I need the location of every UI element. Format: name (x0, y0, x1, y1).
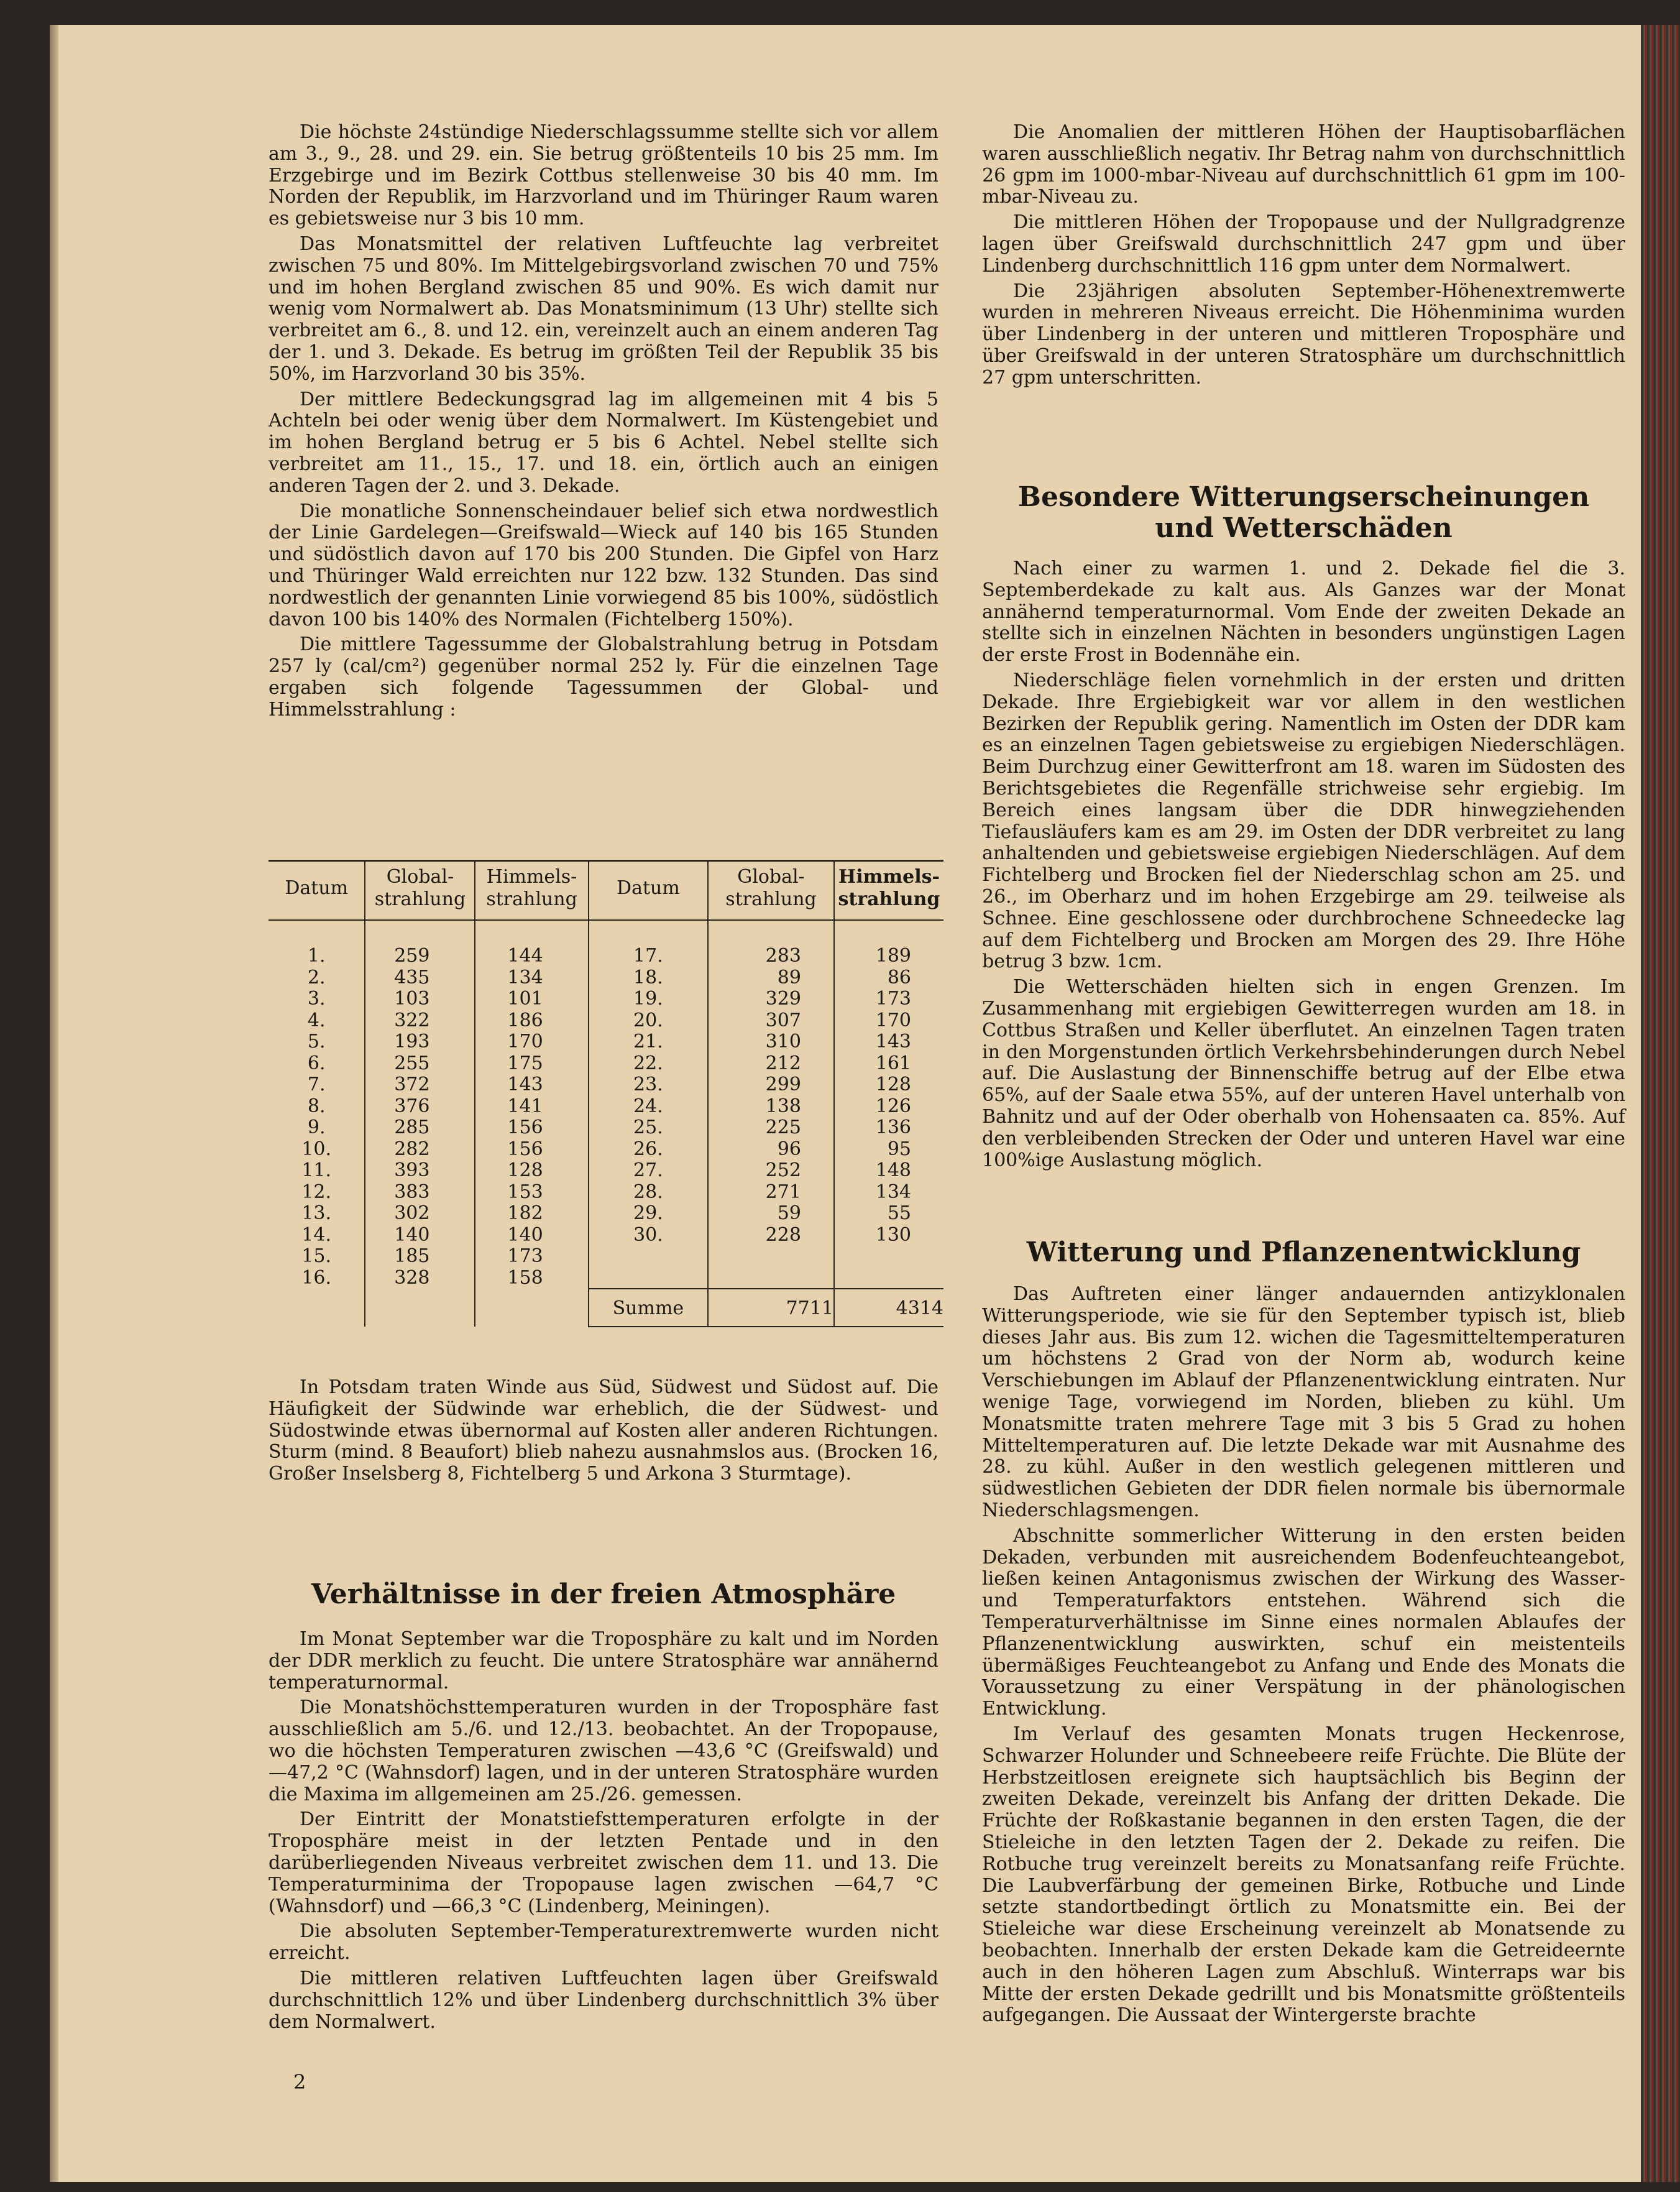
table-cell: 143 (834, 1031, 943, 1053)
col-header: Global-strahlung (708, 861, 834, 920)
table-cell: 255 (365, 1053, 475, 1075)
table-cell: 16. (301, 1266, 332, 1289)
sum-cell: Summe (589, 1289, 708, 1327)
heading-text: Verhältnisse in der freien Atmosphäre (311, 1578, 896, 1610)
table-cell: 148 (834, 1160, 943, 1182)
table-cell: 170 (475, 1031, 588, 1053)
table-cell: 259 (365, 920, 475, 967)
table-cell: 156 (475, 1117, 588, 1139)
table-cell: 225 (708, 1117, 834, 1139)
table-row (269, 1182, 943, 1204)
table-row (269, 1010, 943, 1032)
table-cell: 9. (307, 1117, 326, 1138)
table-cell: 101 (475, 988, 588, 1010)
paragraph: Die mittleren relativen Luftfeuchten lagen über Greifswald durchschnittlich 12% und über Lindenberg durchschnittlich 3% über dem Normalwert. (269, 1967, 939, 2033)
table-cell: 156 (475, 1139, 588, 1161)
paragraph: Das Monatsmittel der relativen Luftfeuchte lag verbreitet zwischen 75 und 80%. Im Mittelgebirgsvorland zwischen 70 und 75% und im hohen Bergland zwischen 85 und 90%. Es wich damit nur wenig vom Normalwert ab. Das Monatsminimum (13 Uhr) stellte sich verbreitet am 6., 8. und 12. ein, vereinzelt auch an einem anderen Tag der 1. und 3. Dekade. Es betrug im größten Teil der Republik 35 bis 50%, im Harzvorland 30 bis 35%. (269, 233, 939, 385)
table-cell: 310 (708, 1031, 834, 1053)
table-cell: 6. (307, 1052, 326, 1074)
table-cell: 189 (834, 920, 943, 967)
paragraph: Der Eintritt der Monatstiefsttemperaturen erfolgte in der Troposphäre meist in der letzten Pentade und in den darüberliegenden Niveaus verbreitet zwischen dem 11. und 13. Die Temperaturminima der Tropopause lagen zwischen —64,7 °C (Wahnsdorf) und —66,3 °C (Lindenberg, Meiningen). (269, 1808, 939, 1917)
table-cell: 173 (475, 1246, 588, 1268)
sum-row (269, 1289, 943, 1327)
table-cell (475, 1289, 588, 1327)
right-column-top (982, 122, 1625, 393)
table-row (269, 967, 943, 989)
table-row (269, 1225, 943, 1246)
paragraph: Die absoluten September-Temperaturextremwerte wurden nicht erreicht. (269, 1920, 939, 1964)
table-cell: 134 (834, 1182, 943, 1204)
table-cell (834, 1268, 943, 1289)
table-cell: 59 (708, 1203, 834, 1225)
table-cell (708, 1268, 834, 1289)
heading-text: Besondere Witterungserscheinungen (1017, 481, 1590, 513)
table-cell: 55 (834, 1203, 943, 1225)
table-cell: 19. (589, 988, 708, 1010)
table-cell (589, 1246, 708, 1268)
col-header: Himmels-strahlung (834, 861, 943, 920)
table-cell: 435 (365, 967, 475, 989)
paragraph: Die Wetterschäden hielten sich in engen Grenzen. Im Zusammenhang mit ergiebigen Gewitterregen wurden am 18. in Cottbus Straßen und Keller überflutet. An einzelnen Tagen traten in den Morgenstunden örtlich Verkehrsbehinderungen durch Nebel auf. Die Auslastung der Binnenschiffe betrug auf der Elbe etwa 65%, auf der Saale etwa 55%, auf der unteren Havel unterhalb von Bahnitz und auf der Oder oberhalb von Hohensaaten ca. 85%. Auf den verbleibenden Strecken der Oder und unteren Havel war eine 100%ige Auslastung möglich. (982, 976, 1625, 1171)
paragraph: Im Verlauf des gesamten Monats trugen Heckenrose, Schwarzer Holunder und Schneebeere reife Früchte. Die Blüte der Herbstzeitlosen ereignete sich hauptsächlich bis Beginn der zweiten Dekade, vereinzelt bis Anfang der dritten Dekade. Die Früchte der Roßkastanie begannen in den ersten Tagen, die der Stieleiche in den letzten Tagen der 2. Dekade zu reifen. Die Rotbuche trug vereinzelt bereits zu Monatsanfang reife Früchte. Die Laubverfärbung der gemeinen Birke, Rotbuche und Linde setzte standortbedingt örtlich zu Monatsmitte ein. Bei der Stieleiche war diese Erscheinung vereinzelt ab Monatsende zu beobachten. Innerhalb der ersten Dekade kam die Getreideernte auch in den höheren Lagen zum Abschluß. Winterraps war bis Mitte der ersten Dekade gedrillt und bis Monatsmitte größtenteils aufgegangen. Die Aussaat der Wintergerste brachte (982, 1723, 1625, 2027)
table-cell: 138 (708, 1096, 834, 1118)
book-edge (1641, 25, 1680, 2182)
table-cell: 8. (307, 1095, 326, 1117)
table-cell: 30. (589, 1225, 708, 1246)
paragraph: Die 23jährigen absoluten September-Höhenextremwerte wurden in mehreren Niveaus erreicht. Die Höhenminima wurden über Lindenberg in der unteren und mittleren Troposphäre und über Greifswald in der unteren Stratosphäre um durchschnittlich 27 gpm unterschritten. (982, 280, 1625, 389)
table-cell: 95 (834, 1139, 943, 1161)
paragraph: Die Monatshöchsttemperaturen wurden in der Troposphäre fast ausschließlich am 5./6. und 12./13. beobachtet. An der Tropopause, wo die höchsten Temperaturen zwischen —43,6 °C (Greifswald) und —47,2 °C (Wahnsdorf) lagen, und in der unteren Stratosphäre wurden die Maxima im allgemeinen am 25./26. gemessen. (269, 1697, 939, 1805)
right-column-weather (982, 558, 1625, 1175)
table-cell: 393 (365, 1160, 475, 1182)
table-cell: 4. (307, 1009, 326, 1031)
paragraph: Die höchste 24stündige Niederschlagssumme stellte sich vor allem am 3., 9., 28. und 29. ein. Sie betrug größtenteils 10 bis 25 mm. Im Erzgebirge und im Bezirk Cottbus stellenweise 30 bis 40 mm. Im Norden der Republik, im Harzvorland und im Thüringer Raum waren es gebietsweise nur 3 bis 10 mm. (269, 121, 939, 230)
table-cell: 15. (301, 1245, 332, 1267)
right-column-plants (982, 1284, 1625, 2030)
sum-cell: 4314 (834, 1289, 943, 1327)
table-cell: 96 (708, 1139, 834, 1161)
table-cell: 26. (589, 1139, 708, 1161)
table-row (269, 1268, 943, 1289)
table-cell: 322 (365, 1010, 475, 1032)
table-cell: 103 (365, 988, 475, 1010)
col-header: Himmels-strahlung (475, 861, 588, 920)
left-column-bottom (269, 1377, 939, 1489)
table-cell: 285 (365, 1117, 475, 1139)
table-cell: 14. (301, 1223, 332, 1246)
table-cell: 186 (475, 1010, 588, 1032)
table-row (269, 1053, 943, 1075)
table-cell: 24. (589, 1096, 708, 1118)
table-cell: 136 (834, 1117, 943, 1139)
table-cell: 3. (307, 988, 326, 1010)
table-cell: 182 (475, 1203, 588, 1225)
paragraph: Niederschläge fielen vornehmlich in der ersten und dritten Dekade. Ihre Ergiebigkeit war vor allem in den westlichen Bezirken der Republik gering. Namentlich im Osten der DDR kam es an einzelnen Tagen gebietsweise zu ergiebigen Niederschlägen. Beim Durchzug einer Gewitterfront am 18. waren im Südosten des Berichtsgebietes die Regenfälle strichweise sehr ergiebig. Im Bereich eines langsam über die DDR hinwegziehenden Tiefausläufers kam es am 29. im Osten der DDR verbreitet zu lang anhaltenden und gebietsweise ergiebigen Niederschlägen. Auf dem Fichtelberg und Brocken fiel der Niederschlag schon am 25. und 26., im Oberharz und im hohen Erzgebirge am 29. teilweise als Schnee. Eine geschlossene oder durchbrochene Schneedecke lag auf dem Fichtelberg und Brocken am Morgen des 29. Ihre Höhe betrug 3 bzw. 1cm. (982, 669, 1625, 973)
table-cell: 158 (475, 1268, 588, 1289)
table-cell: 13. (301, 1202, 332, 1224)
heading-text: und Wetterschäden (1155, 512, 1453, 544)
table-cell: 17. (589, 920, 708, 967)
table-cell: 153 (475, 1182, 588, 1204)
paragraph: Im Monat September war die Troposphäre zu kalt und im Norden der DDR merklich zu feucht. Die untere Stratosphäre war annähernd temperaturnormal. (269, 1628, 939, 1693)
table-cell: 12. (301, 1181, 332, 1203)
paragraph: Nach einer zu warmen 1. und 2. Dekade fiel die 3. Septemberdekade zu kalt aus. Als Ganzes war der Monat annähernd temperaturnormal. Vom Ende der zweiten Dekade an stellte sich in einzelnen Nächten in besonders ungünstigen Lagen der erste Frost in Bodennähe ein. (982, 558, 1625, 666)
table-cell: 212 (708, 1053, 834, 1075)
left-column-top (269, 122, 939, 725)
table-row (269, 1074, 943, 1096)
table-cell: 134 (475, 967, 588, 989)
table-cell: 140 (475, 1225, 588, 1246)
table-cell: 22. (589, 1053, 708, 1075)
table-cell (269, 1289, 365, 1327)
table-row (269, 1096, 943, 1118)
table-cell: 193 (365, 1031, 475, 1053)
page-number: 2 (293, 2070, 306, 2094)
table-row (269, 1246, 943, 1268)
paragraph: Abschnitte sommerlicher Witterung in den ersten beiden Dekaden, verbunden mit ausreichendem Bodenfeuchteangebot, ließen keinen Antagonismus zwischen der Wirkung des Wasser- und Temperaturfaktors entstehen. Während sich die Temperaturverhältnisse im Sinne eines normalen Ablaufes der Pflanzenentwicklung auswirkten, schuf ein meistenteils übermäßiges Feuchteangebot zu Anfang und Ende des Monats die Voraussetzung zu einer Verspätung in der phänologischen Entwicklung. (982, 1524, 1625, 1720)
table-cell: 185 (365, 1246, 475, 1268)
sum-cell: 7711 (708, 1289, 834, 1327)
table-row (269, 988, 943, 1010)
table-cell: 170 (834, 1010, 943, 1032)
table-cell: 161 (834, 1053, 943, 1075)
table-cell: 128 (475, 1160, 588, 1182)
table-cell: 10. (301, 1138, 332, 1160)
paragraph: Die monatliche Sonnenscheindauer belief sich etwa nordwestlich der Linie Gardelegen—Greifswald—Wieck auf 140 bis 165 Stunden und südöstlich davon auf 170 bis 200 Stunden. Die Gipfel von Harz und Thüringer Wald erreichten nur 122 bzw. 132 Stunden. Das sind nordwestlich der genannten Linie vorwiegend 85 bis 100%, südöstlich davon 100 bis 140% des Normalen (Fichtelberg 150%). (269, 500, 939, 630)
table-cell: 126 (834, 1096, 943, 1118)
col-header: Datum (589, 861, 708, 920)
table-cell: 144 (475, 920, 588, 967)
paragraph: Der mittlere Bedeckungsgrad lag im allgemeinen mit 4 bis 5 Achteln bei oder wenig über dem Normalwert. Im Küstengebiet und im hohen Bergland betrug er 5 bis 6 Achtel. Nebel stellte sich verbreitet am 11., 15., 17. und 18. ein, örtlich auch an einigen anderen Tagen der 2. und 3. Dekade. (269, 388, 939, 497)
table-cell: 175 (475, 1053, 588, 1075)
paragraph: Die mittlere Tagessumme der Globalstrahlung betrug in Potsdam 257 ly (cal/cm²) gegenüber normal 252 ly. Für die einzelnen Tage ergaben sich folgende Tagessummen der Global- und Himmelsstrahlung : (269, 633, 939, 721)
left-column-atmosphere (269, 1629, 939, 2037)
table-cell: 307 (708, 1010, 834, 1032)
section-heading (982, 482, 1625, 544)
table-body (269, 920, 943, 1327)
table-cell: 28. (589, 1182, 708, 1204)
paragraph: In Potsdam traten Winde aus Süd, Südwest und Südost auf. Die Häufigkeit der Südwinde war erheblich, die der Südwest- und Südostwinde etwas übernormal auf Kosten aller anderen Richtungen. Sturm (mind. 8 Beaufort) blieb nahezu ausnahmslos aus. (Brocken 16, Großer Inselsberg 8, Fichtelberg 5 und Arkona 3 Sturmtage). (269, 1376, 939, 1485)
table-cell: 1. (307, 945, 326, 967)
paragraph: Das Auftreten einer länger andauernden antizyklonalen Witterungsperiode, wie sie für den September typisch ist, blieb dieses Jahr aus. Bis zum 12. wichen die Tagesmitteltemperaturen um höchstens 2 Grad von der Norm ab, wodurch keine Verschiebungen im Ablauf der Pflanzenentwicklung eintraten. Nur wenige Tage, vorwiegend im Norden, blieben zu kühl. Um Monatsmitte traten mehrere Tage mit 3 bis 5 Grad zu hohen Mitteltemperaturen auf. Die letzte Dekade war mit Ausnahme des 28. zu kühl. Außer in den westlich gelegenen mittleren und südwestlichen Gebieten der DDR fielen normale bis übernormale Niederschlagsmengen. (982, 1283, 1625, 1521)
table-cell: 141 (475, 1096, 588, 1118)
table-cell: 252 (708, 1160, 834, 1182)
paragraph: Die mittleren Höhen der Tropopause und der Nullgradgrenze lagen über Greifswald durchschnittlich 247 gpm und über Lindenberg durchschnittlich 116 gpm unter dem Normalwert. (982, 211, 1625, 277)
table-cell: 11. (301, 1159, 332, 1181)
table-cell: 29. (589, 1203, 708, 1225)
table-row (269, 1117, 943, 1139)
table-cell: 18. (589, 967, 708, 989)
table-cell: 383 (365, 1182, 475, 1204)
table-row (269, 1160, 943, 1182)
table-cell: 271 (708, 1182, 834, 1204)
table-cell: 130 (834, 1225, 943, 1246)
table-cell (708, 1246, 834, 1268)
table-cell: 20. (589, 1010, 708, 1032)
table-cell: 25. (589, 1117, 708, 1139)
table-cell: 282 (365, 1139, 475, 1161)
table-cell: 89 (708, 967, 834, 989)
col-header: Datum (269, 861, 365, 920)
table-cell (365, 1289, 475, 1327)
table-cell (834, 1246, 943, 1268)
table-cell: 21. (589, 1031, 708, 1053)
table-cell: 5. (307, 1031, 326, 1052)
table-cell: 2. (307, 966, 326, 988)
table-row (269, 1031, 943, 1053)
table-cell (589, 1268, 708, 1289)
table-row (269, 920, 943, 967)
table-cell: 228 (708, 1225, 834, 1246)
table-cell: 302 (365, 1203, 475, 1225)
heading-text: Witterung und Pflanzenentwicklung (1026, 1236, 1581, 1268)
table-cell: 143 (475, 1074, 588, 1096)
table-cell: 376 (365, 1096, 475, 1118)
radiation-table (269, 861, 943, 1327)
table-row (269, 1139, 943, 1161)
table-cell: 283 (708, 920, 834, 967)
paragraph: Die Anomalien der mittleren Höhen der Hauptisobarflächen waren ausschließlich negativ. Ihr Betrag nahm von durchschnittlich 26 gpm im 1000-mbar-Niveau auf durchschnittlich 61 gpm im 100-mbar-Niveau zu. (982, 121, 1625, 208)
section-heading (982, 1237, 1625, 1268)
table-cell: 329 (708, 988, 834, 1010)
table-cell: 140 (365, 1225, 475, 1246)
table-cell: 7. (307, 1074, 326, 1095)
table-cell: 328 (365, 1268, 475, 1289)
table-cell: 86 (834, 967, 943, 989)
table-cell: 128 (834, 1074, 943, 1096)
page-gutter (50, 25, 58, 2182)
table-cell: 23. (589, 1074, 708, 1096)
table-cell: 173 (834, 988, 943, 1010)
table-cell: 27. (589, 1160, 708, 1182)
table-cell: 372 (365, 1074, 475, 1096)
table-cell: 299 (708, 1074, 834, 1096)
table-row (269, 1203, 943, 1225)
section-heading (269, 1579, 939, 1610)
col-header: Global-strahlung (365, 861, 475, 920)
